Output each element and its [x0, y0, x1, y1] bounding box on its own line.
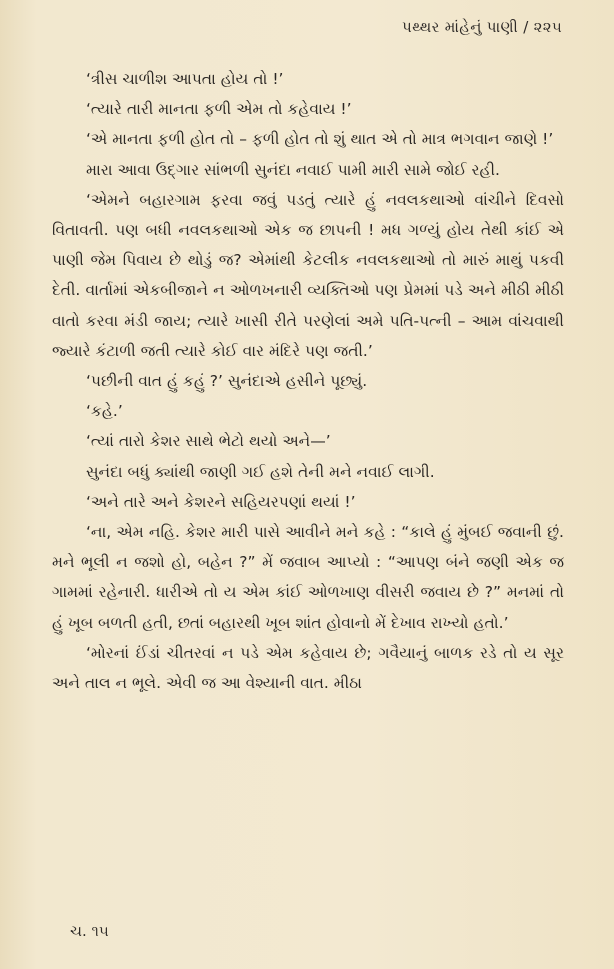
paragraph: ‘કહે.’: [86, 402, 123, 421]
paragraph: સુનંદા બધું ક્યાંથી જાણી ગઈ હશે તેની મને નવાઈ લાગી.: [86, 462, 435, 481]
paragraph: મારા આવા ઉદ્ગાર સાંભળી સુનંદા નવાઈ પામી મારી સામે જોઈ રહી.: [86, 160, 500, 179]
paragraph: ‘ત્યારે તારી માનતા ફળી એમ તો કહેવાય !’: [86, 100, 352, 119]
signature-mark: ચ. ૧૫: [70, 922, 109, 940]
paragraph: ‘મોરનાં ઈંડાં ચીતરવાં ન પડે એમ કહેવાય છે; ગવૈયાનું બાળક રડે તો ય સૂર અને તાલ ન ભૂલે. એવી જ આ વેશ્યાની વાત. મીઠા: [52, 643, 564, 693]
paragraph: ‘એ માનતા ફળી હોત તો – ફળી હોત તો શું થાત એ તો માત્ર ભગવાન જાણે !’: [86, 130, 554, 149]
paragraph: ‘ત્યાં તારો કેશર સાથે ભેટો થયો અને—’: [86, 432, 331, 451]
paragraph: ‘અને તારે અને કેશરને સહિયરપણાં થયાં !’: [86, 492, 356, 511]
paragraph: ‘પછીની વાત હું કહું ?’ સુનંદાએ હસીને પૂછ્યું.: [86, 372, 368, 391]
paragraph: ‘ત્રીસ ચાળીશ આપતા હોય તો !’: [86, 70, 284, 88]
running-head: પથ્થર માંહેનું પાણી / ૨૨૫: [402, 18, 562, 36]
page-body: [52, 64, 564, 698]
paragraph: ‘ના, એમ નહિ. કેશર મારી પાસે આવીને મને કહે : “કાલે હું મુંબઈ જવાની છું. મને ભૂલી ન જશો હો, બહેન ?” મેં જવાબ આપ્યો : “આપણ બંને જણી એક જ ગામમાં રહેનારી. ધારીએ તો ય એમ કાંઈ ઓળખાણ વીસરી જવાય છે ?” મનમાં તો હું ખૂબ બળતી હતી, છતાં બહારથી ખૂબ શાંત હોવાનો મેં દેખાવ રાખ્યો હતો.’: [52, 523, 564, 632]
paragraph: ‘એમને બહારગામ ફરવા જવું પડતું ત્યારે હું નવલકથાઓ વાંચીને દિવસો વિતાવતી. પણ બધી નવલકથાઓ એક જ છાપની ! મધ ગળ્યું હોય તેથી કાંઈ એ પાણી જેમ પિવાય છે થોડું જ? એમાંથી કેટલીક નવલકથાઓ તો મારું માથું પકવી દેતી. વાર્તામાં એકબીજાને ન ઓળખનારી વ્યક્તિઓ પણ પ્રેમમાં પડે અને મીઠી મીઠી વાતો કરવા મંડી જાય; ત્યારે ખાસી રીતે પરણેલાં અમે પતિ-પત્ની – આમ વાંચવાથી જ્યારે કંટાળી જતી ત્યારે કોઈ વાર મંદિરે પણ જતી.’: [52, 190, 564, 360]
